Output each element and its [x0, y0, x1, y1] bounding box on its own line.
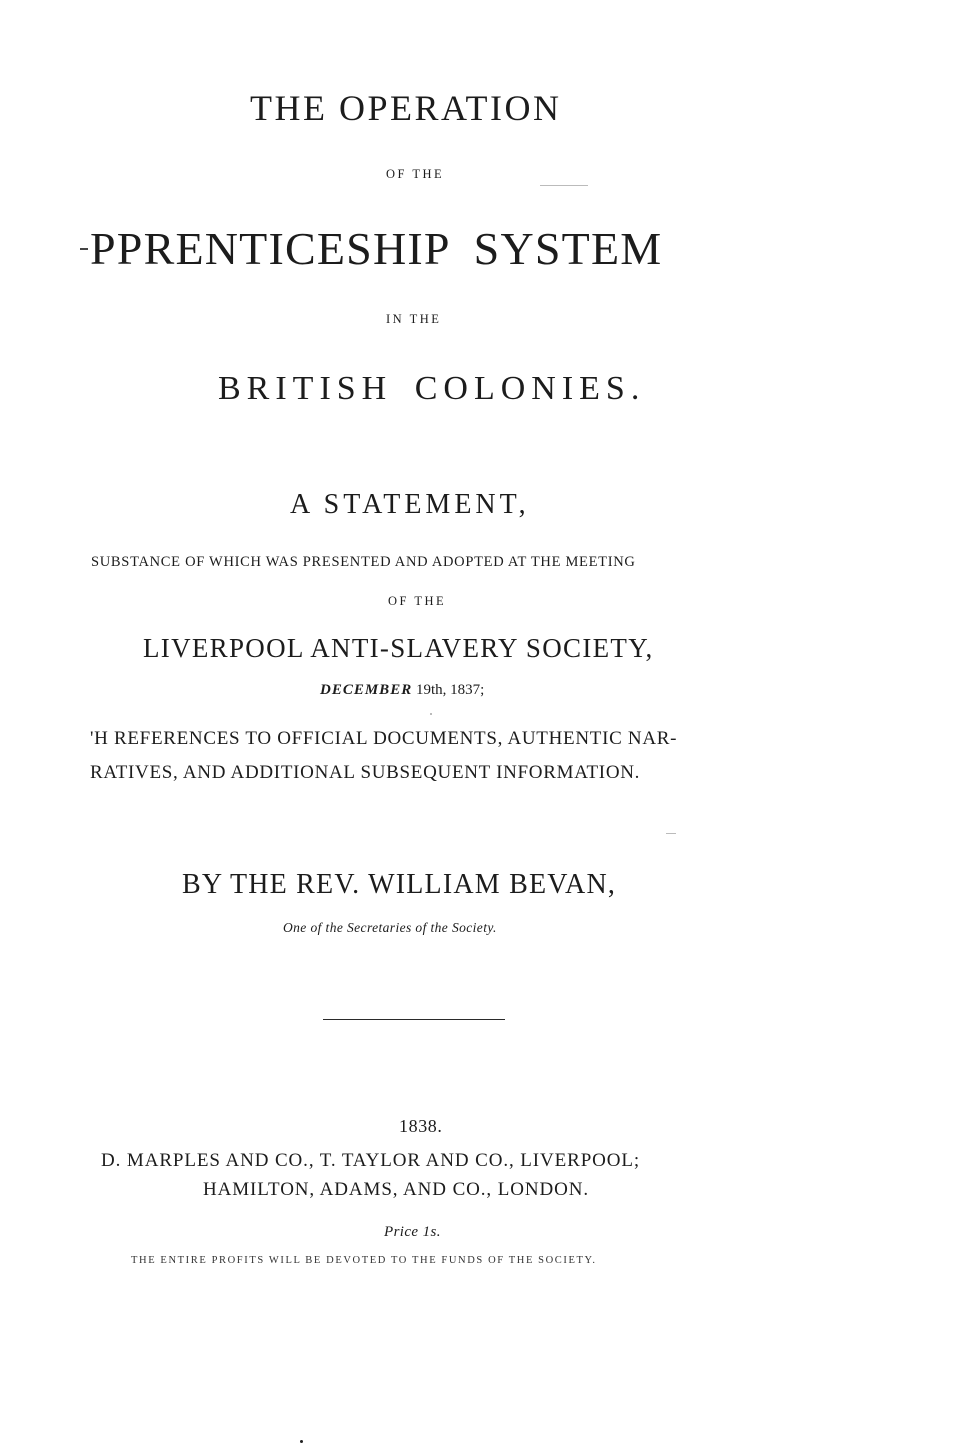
references-line-2: RATIVES, AND ADDITIONAL SUBSEQUENT INFORMATION. — [90, 762, 641, 783]
title-line-british-colonies: BRITISH COLONIES. — [218, 370, 646, 407]
scan-mark — [300, 1440, 303, 1443]
scan-mark — [430, 713, 432, 715]
profits-note: THE ENTIRE PROFITS WILL BE DEVOTED TO THE FUNDS OF THE SOCIETY. — [131, 1255, 597, 1266]
publication-year: 1838. — [399, 1116, 443, 1136]
title-line-apprenticeship-system: PPRENTICESHIP SYSTEM — [90, 223, 663, 274]
statement-heading: A STATEMENT, — [290, 489, 530, 520]
meeting-date-rest: 19th, 1837; — [412, 682, 485, 698]
scan-mark — [666, 833, 676, 834]
meeting-date — [320, 683, 484, 698]
substance-line: SUBSTANCE OF WHICH WAS PRESENTED AND ADOPTED AT THE MEETING — [91, 554, 636, 570]
publishers-line-1: D. MARPLES AND CO., T. TAYLOR AND CO., LIVERPOOL; — [101, 1150, 641, 1171]
publishers-line-2: HAMILTON, ADAMS, AND CO., LONDON. — [203, 1179, 589, 1200]
society-name: LIVERPOOL ANTI-SLAVERY SOCIETY, — [143, 633, 654, 663]
scan-mark — [540, 185, 588, 186]
author-line: BY THE REV. WILLIAM BEVAN, — [182, 869, 617, 900]
meeting-date-month: DECEMBER — [320, 682, 413, 698]
author-role: One of the Secretaries of the Society. — [283, 920, 497, 935]
of-the-small-caps: OF THE — [386, 167, 445, 181]
references-line-1: 'H REFERENCES TO OFFICIAL DOCUMENTS, AUTHENTIC NAR- — [90, 728, 678, 749]
title-line-operation: THE OPERATION — [250, 88, 562, 128]
scan-mark — [80, 248, 88, 250]
in-the-small-caps: IN THE — [386, 312, 442, 326]
decorative-rule — [323, 1019, 505, 1020]
of-the-small-caps-2: OF THE — [388, 594, 447, 608]
price: Price 1s. — [384, 1224, 441, 1240]
